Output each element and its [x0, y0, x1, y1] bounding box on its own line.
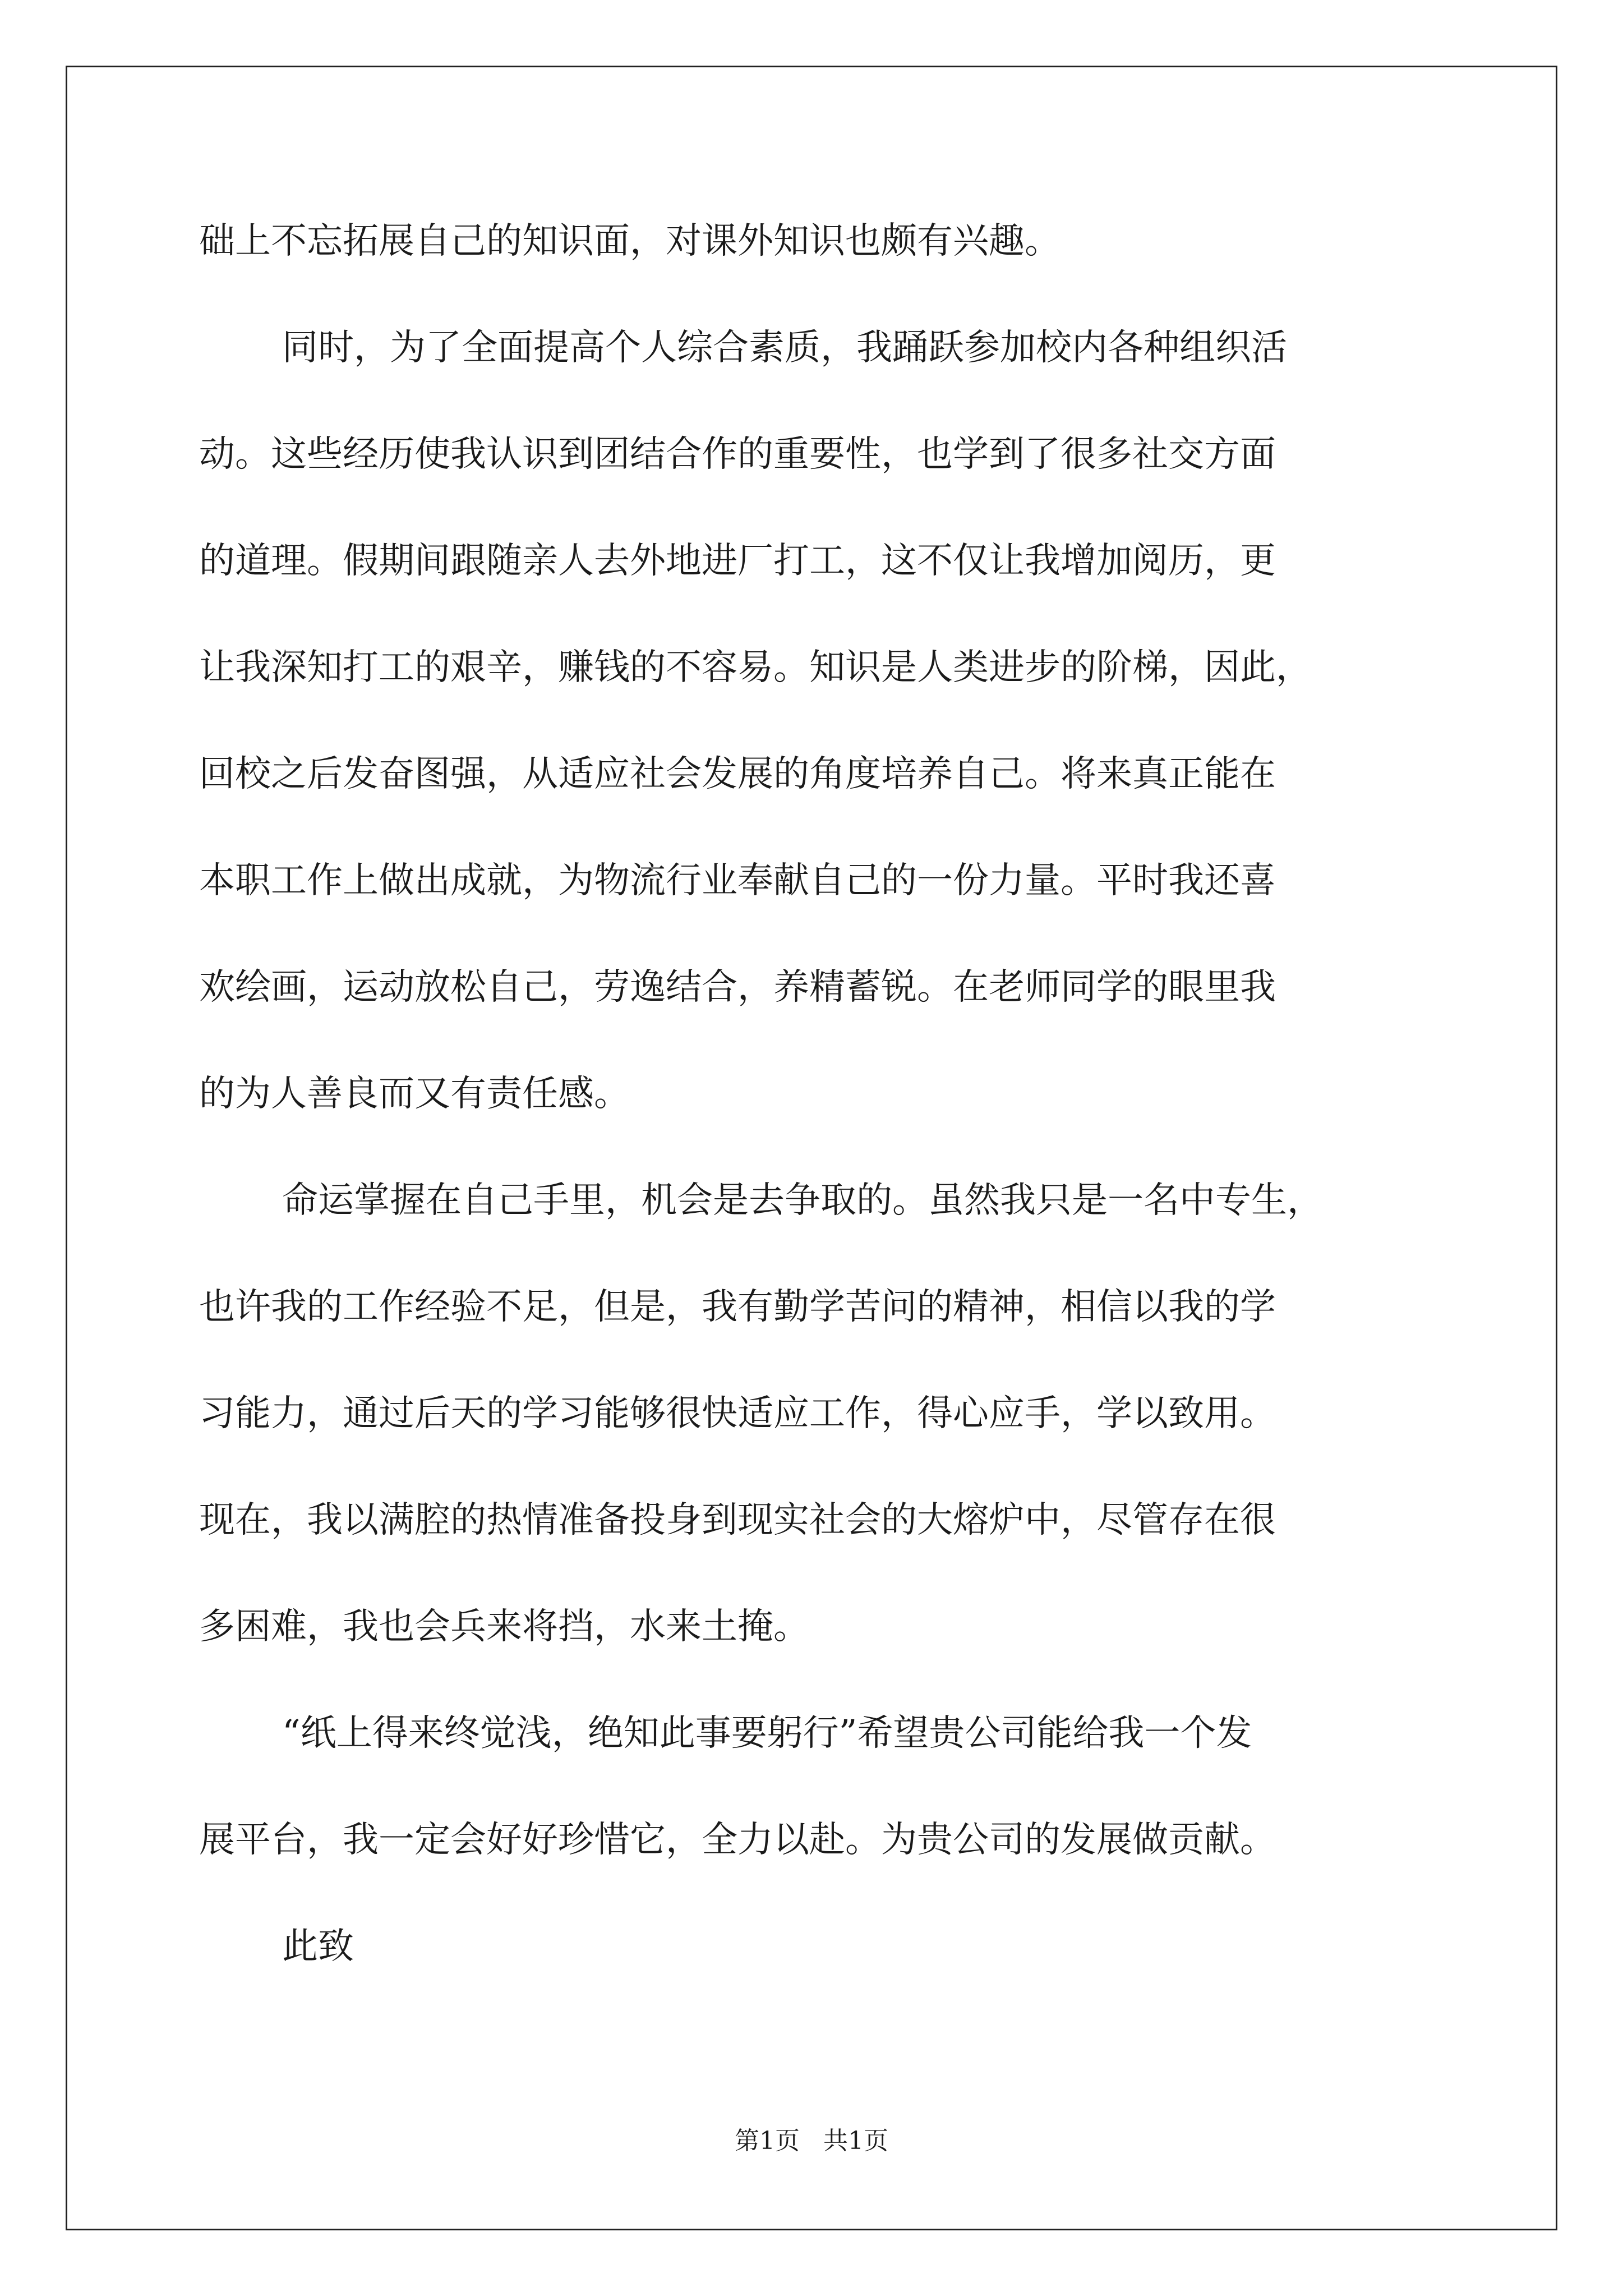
- text-line: 多困难，我也会兵来将挡，水来土掩。: [199, 1606, 809, 1648]
- text-line: “纸上得来终觉浅，绝知此事要躬行”希望贵公司能给我一个发: [282, 1713, 1252, 1754]
- text-line: 习能力，通过后天的学习能够很快适应工作，得心应手，学以致用。: [199, 1393, 1276, 1434]
- document-body: [199, 208, 1427, 2019]
- text-line: 欢绘画，运动放松自己，劳逸结合，养精蓄锐。在老师同学的眼里我: [199, 967, 1276, 1008]
- text-line: 本职工作上做出成就，为物流行业奉献自己的一份力量。平时我还喜: [199, 860, 1276, 901]
- text-line: 命运掌握在自己手里，机会是去争取的。虽然我只是一名中专生，: [282, 1180, 1323, 1221]
- page-number-footer: 第1页 共1页: [735, 2127, 888, 2155]
- text-line: 同时，为了全面提高个人综合素质，我踊跃参加校内各种组织活: [282, 327, 1287, 369]
- text-line: 也许我的工作经验不足，但是，我有勤学苦问的精神，相信以我的学: [199, 1286, 1276, 1328]
- text-line: 现在，我以满腔的热情准备投身到现实社会的大熔炉中，尽管存在很: [199, 1499, 1276, 1541]
- text-line: 回校之后发奋图强，从适应社会发展的角度培养自己。将来真正能在: [199, 753, 1276, 795]
- text-line: 的为人善良而又有责任感。: [199, 1073, 630, 1115]
- text-line: 础上不忘拓展自己的知识面，对课外知识也颇有兴趣。: [199, 220, 1061, 262]
- text-line: 动。这些经历使我认识到团结合作的重要性，也学到了很多社交方面: [199, 434, 1276, 475]
- closing-salutation: 此致: [282, 1926, 354, 1967]
- text-line: 的道理。假期间跟随亲人去外地进厂打工，这不仅让我增加阅历，更: [199, 540, 1276, 582]
- text-line: 让我深知打工的艰辛，赚钱的不容易。知识是人类进步的阶梯，因此，: [199, 647, 1312, 688]
- text-line: 展平台，我一定会好好珍惜它，全力以赴。为贵公司的发展做贡献。: [199, 1819, 1276, 1861]
